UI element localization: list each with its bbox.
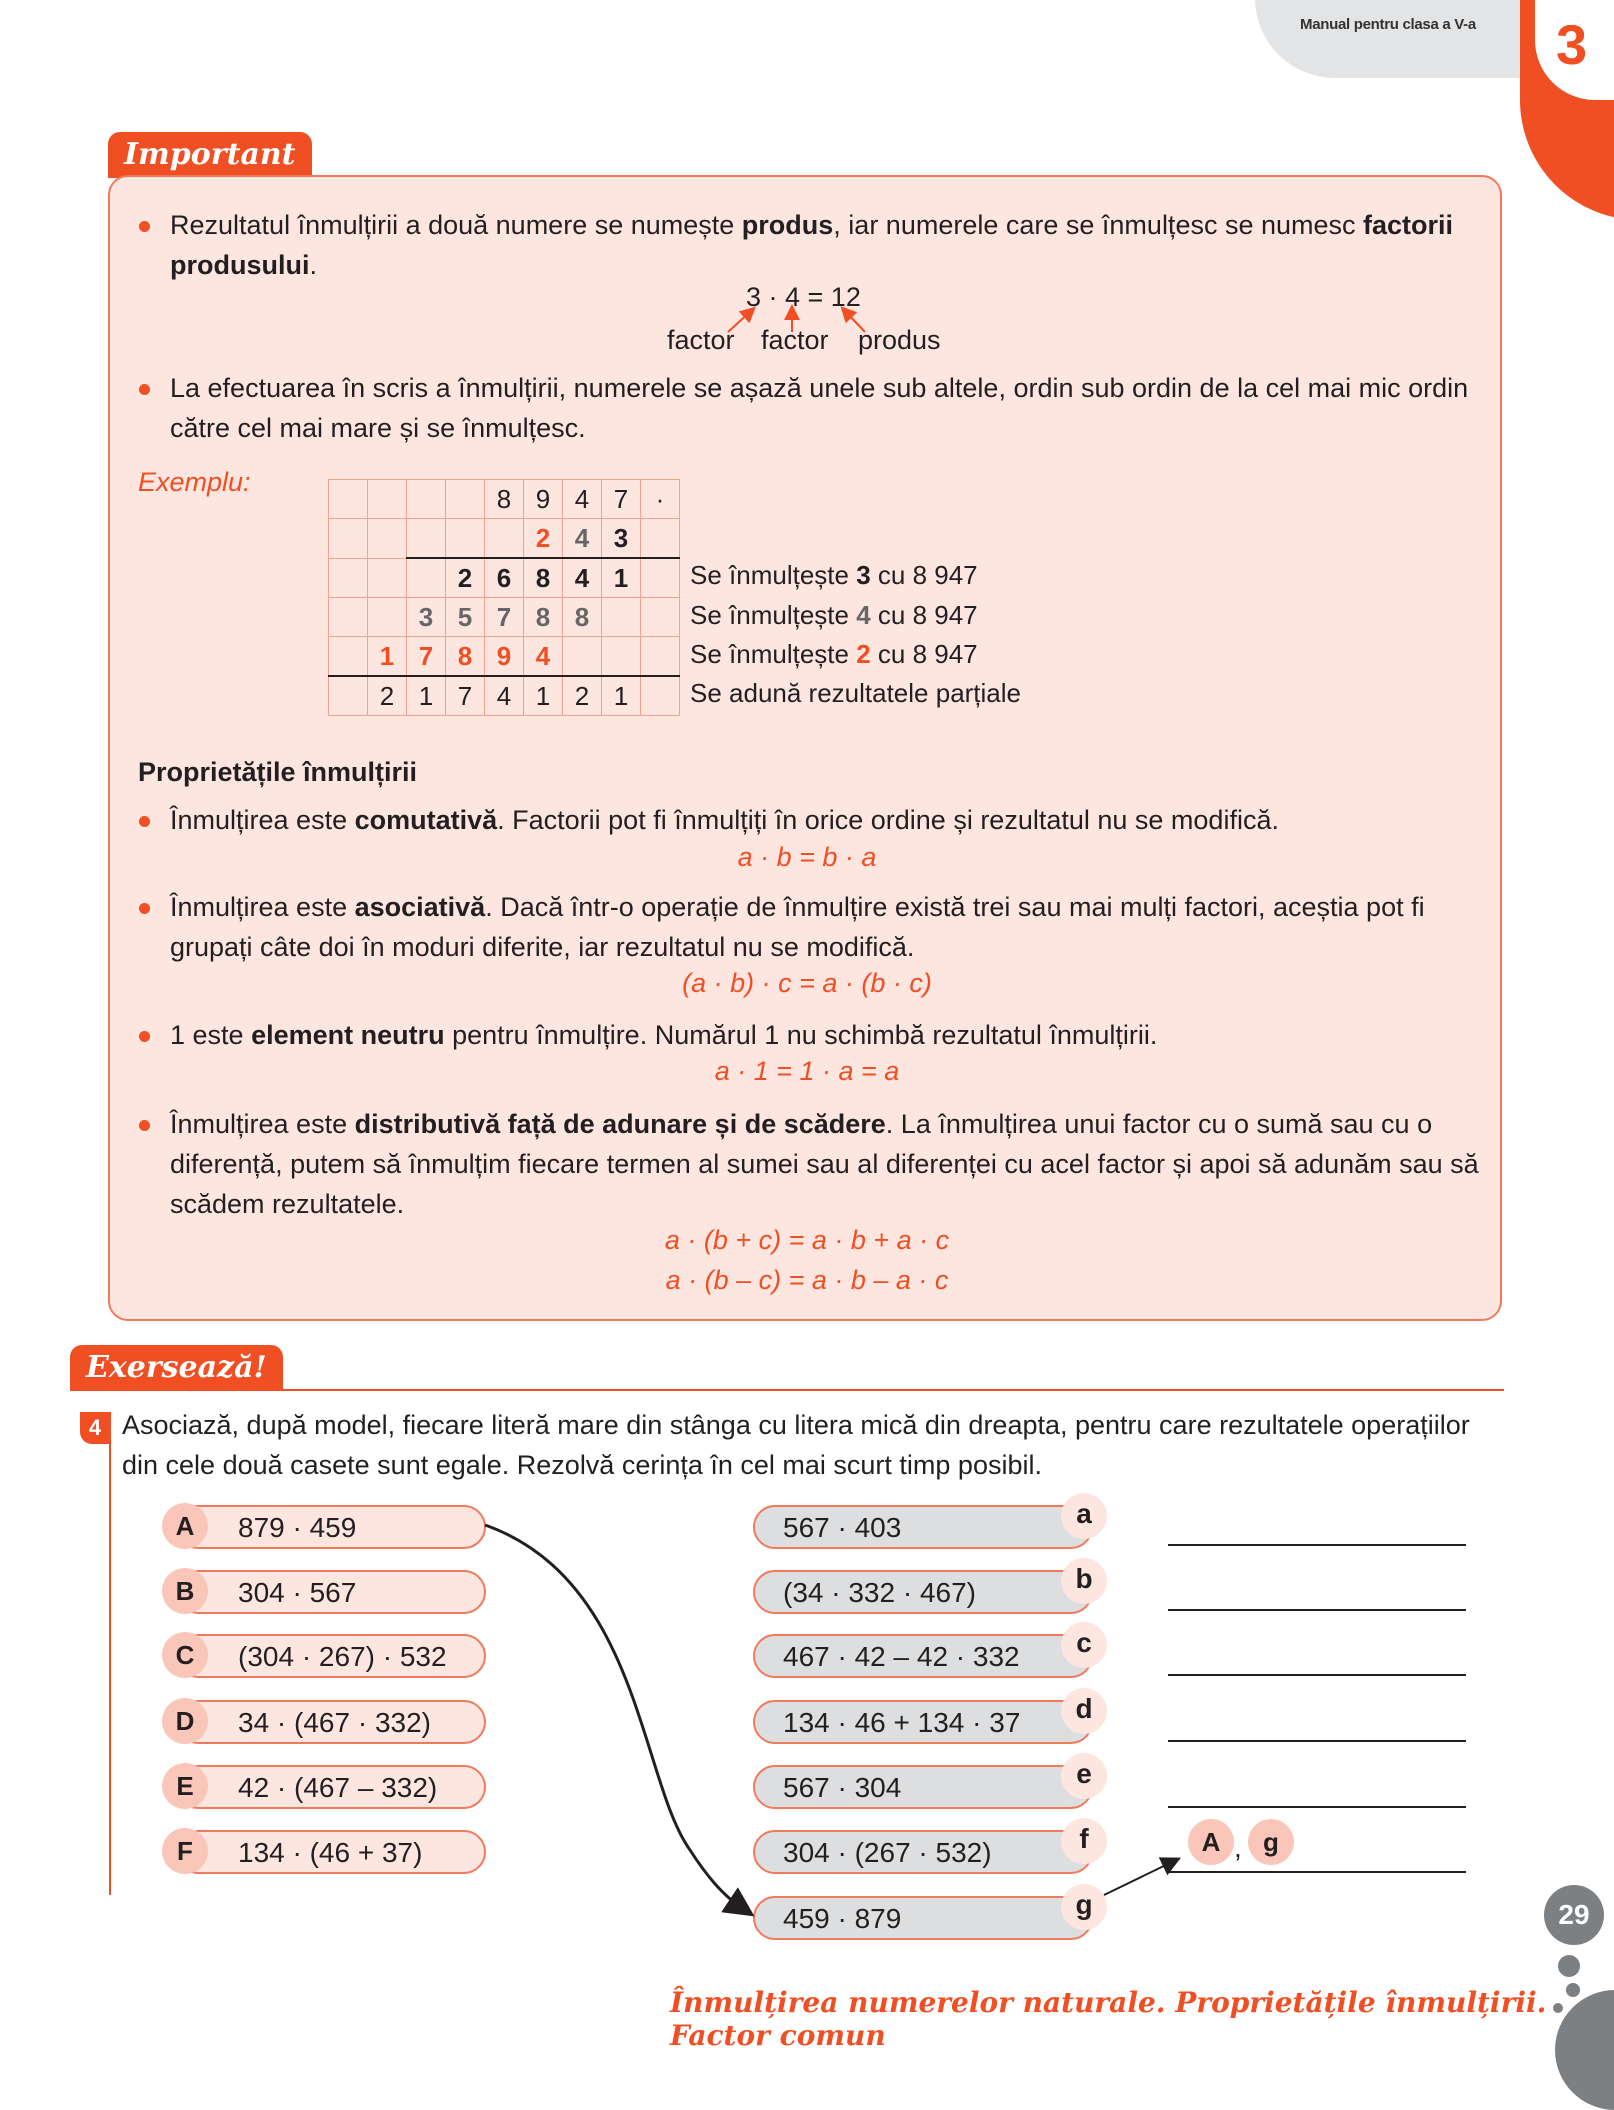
grid-row	[329, 519, 680, 559]
grid-row	[329, 558, 680, 598]
grid-cell	[641, 637, 680, 677]
right-letter-f: f	[1061, 1818, 1107, 1864]
grid-row	[329, 480, 680, 519]
right-letter-e: e	[1061, 1753, 1107, 1799]
prop-comutativa	[170, 800, 1480, 840]
grid-cell: 4	[485, 676, 524, 716]
grid-cell: 3	[407, 598, 446, 637]
prop-distributiva	[170, 1104, 1480, 1224]
text: . Dacă într-o operație de înmulțire există trei sau mai mulți factori, aceștia pot fi grupați câte doi în moduri diferite, iar rezultatul nu se modifică.	[170, 892, 1425, 962]
grid-cell: 6	[485, 558, 524, 598]
digit: 3	[856, 560, 871, 590]
right-expression-b[interactable]: (34 · 332 · 467)	[753, 1570, 1093, 1614]
grid-row	[329, 637, 680, 677]
left-expression-D[interactable]: 34 · (467 · 332)	[176, 1700, 486, 1744]
bullet-produs	[170, 205, 1480, 285]
footer-title: Înmulțirea numerelor naturale. Proprietățile înmulțirii. Factor comun	[670, 1986, 1547, 2052]
grid-cell: 7	[446, 676, 485, 716]
deco-dot	[1558, 1955, 1580, 1977]
right-expression-e[interactable]: 567 · 304	[753, 1765, 1093, 1809]
note-row-6: Se adună rezultatele parțiale	[690, 678, 1022, 708]
exercise-number: 4	[80, 1412, 110, 1444]
text: . La înmulțirea unui factor cu o sumă sau cu o diferență, putem să înmulțim fiecare termen al sumei sau al diferenței cu acel factor și apoi să adunăm sau să scădem rezultatele.	[170, 1109, 1479, 1219]
grid-cell	[368, 519, 407, 559]
right-expression-c[interactable]: 467 · 42 – 42 · 332	[753, 1634, 1093, 1678]
text: Înmulțirea este	[170, 1109, 355, 1139]
text: pentru înmulțire. Numărul 1 nu schimbă rezultatul înmulțirii.	[444, 1020, 1158, 1050]
grid-cell: 4	[563, 519, 602, 559]
answer-separator: ,	[1234, 1832, 1242, 1863]
left-letter-C: C	[162, 1632, 208, 1678]
grid-cell	[563, 637, 602, 677]
grid-cell: 7	[407, 637, 446, 677]
grid-cell: 1	[602, 676, 641, 716]
formula-element-neutru: a · 1 = 1 · a = a	[714, 1056, 900, 1086]
term-produs: produs	[741, 210, 834, 240]
grid-cell: 4	[563, 480, 602, 519]
note-row-4	[690, 600, 978, 631]
left-letter-D: D	[162, 1698, 208, 1744]
important-tag: Important	[108, 132, 312, 178]
exercise-margin-line	[109, 1412, 111, 1895]
grid-cell: 3	[602, 519, 641, 559]
grid-cell: 8	[485, 480, 524, 519]
grid-cell: 2	[446, 558, 485, 598]
term: comutativă	[354, 805, 498, 835]
text: Se înmulțește	[690, 639, 857, 669]
exerseaza-tag: Exersează!	[70, 1345, 283, 1391]
note-row-3	[690, 560, 978, 591]
grid-cell	[641, 519, 680, 559]
left-expression-F[interactable]: 134 · (46 + 37)	[176, 1830, 486, 1874]
text: cu 8 947	[870, 600, 978, 630]
label-produs: produs	[858, 325, 941, 355]
exercise-statement: Asociază, după model, fiecare literă mare din stânga cu litera mică din dreapta, pentru care rezultatele operațiilor din cele două casete sunt egale. Rezolvă cerința în cel mai scurt timp posibil.	[122, 1410, 1470, 1480]
grid-cell: 9	[485, 637, 524, 677]
answer-line[interactable]	[1168, 1674, 1466, 1676]
answer-line-example[interactable]	[1168, 1871, 1466, 1873]
grid-cell	[485, 519, 524, 559]
digit: 2	[856, 639, 871, 669]
grid-cell	[329, 480, 368, 519]
grid-cell: 2	[563, 676, 602, 716]
grid-cell	[368, 480, 407, 519]
grid-cell: 4	[524, 637, 563, 677]
left-letter-A: A	[162, 1503, 208, 1549]
grid-cell: 2	[368, 676, 407, 716]
grid-cell	[407, 519, 446, 559]
text: Înmulțirea este	[170, 805, 355, 835]
grid-cell: 8	[446, 637, 485, 677]
left-letter-F: F	[162, 1828, 208, 1874]
text: cu 8 947	[870, 639, 978, 669]
term-factori: factorii produsului	[170, 210, 1454, 280]
right-letter-c: c	[1061, 1622, 1107, 1668]
grid-cell: 2	[524, 519, 563, 559]
text: Înmulțirea este	[170, 892, 355, 922]
exemplu-label: Exemplu:	[138, 467, 251, 497]
label-factor-2: factor	[761, 325, 829, 355]
bullet-scris: La efectuarea în scris a înmulțirii, numerele se așază unele sub altele, ordin sub ordin de la cel mai mic ordin către cel mai mare și se înmulțesc.	[170, 368, 1480, 448]
grid-cell: 5	[446, 598, 485, 637]
left-expression-A[interactable]: 879 · 459	[176, 1505, 486, 1549]
grid-cell: 9	[524, 480, 563, 519]
grid-cell: 1	[524, 676, 563, 716]
grid-cell	[407, 558, 446, 598]
grid-cell	[329, 519, 368, 559]
grid-cell	[641, 598, 680, 637]
text: 1 este	[170, 1020, 252, 1050]
exercise-divider	[70, 1389, 1504, 1391]
left-expression-B[interactable]: 304 · 567	[176, 1570, 486, 1614]
grid-cell: ·	[641, 480, 680, 519]
prop-element-neutru	[170, 1015, 1480, 1055]
text: cu 8 947	[870, 560, 978, 590]
formula-distributiva-scadere: a · (b – c) = a · b – a · c	[665, 1265, 949, 1295]
note-row-5	[690, 639, 978, 670]
right-expression-a[interactable]: 567 · 403	[753, 1505, 1093, 1549]
text: .	[309, 250, 317, 280]
answer-line[interactable]	[1168, 1609, 1466, 1611]
text: Se înmulțește	[690, 600, 857, 630]
grid-cell: 1	[407, 676, 446, 716]
term: distributivă față de adunare și de scădere	[354, 1109, 886, 1139]
right-letter-a: a	[1061, 1493, 1107, 1539]
label-factor-1: factor	[667, 325, 735, 355]
answer-line[interactable]	[1168, 1806, 1466, 1808]
grid-cell: 1	[602, 558, 641, 598]
right-expression-g[interactable]: 459 · 879	[753, 1896, 1093, 1940]
answer-lower-letter: g	[1248, 1819, 1294, 1865]
term: element neutru	[251, 1020, 445, 1050]
left-expression-E[interactable]: 42 · (467 – 332)	[176, 1765, 486, 1809]
grid-cell	[368, 598, 407, 637]
grid-cell	[641, 676, 680, 716]
formula-distributiva-adunare: a · (b + c) = a · b + a · c	[664, 1225, 950, 1255]
chapter-number: 3	[1556, 13, 1588, 76]
digit: 4	[856, 600, 871, 630]
right-expression-f[interactable]: 304 · (267 · 532)	[753, 1830, 1093, 1874]
left-letter-E: E	[162, 1763, 208, 1809]
right-letter-b: b	[1061, 1558, 1107, 1604]
formula-comutativa: a · b = b · a	[737, 842, 877, 872]
example-equation: 3 · 4 = 12	[746, 282, 861, 312]
text: Rezultatul înmulțirii a două numere se numește	[170, 210, 742, 240]
grid-cell	[329, 558, 368, 598]
grid-row	[329, 598, 680, 637]
multiplication-grid	[328, 479, 680, 716]
formula-asociativa: (a · b) · c = a · (b · c)	[682, 968, 932, 998]
grid-cell	[407, 480, 446, 519]
grid-cell: 8	[524, 558, 563, 598]
page-number: 29	[1544, 1885, 1604, 1945]
grid-cell	[641, 558, 680, 598]
right-expression-d[interactable]: 134 · 46 + 134 · 37	[753, 1700, 1093, 1744]
left-expression-C[interactable]: (304 · 267) · 532	[176, 1634, 486, 1678]
text: Se înmulțește	[690, 560, 857, 590]
grid-cell	[602, 598, 641, 637]
manual-title: Manual pentru clasa a V-a	[1300, 16, 1476, 33]
text: , iar numerele care se înmulțesc se numesc	[833, 210, 1364, 240]
grid-cell: 4	[563, 558, 602, 598]
left-letter-B: B	[162, 1568, 208, 1614]
prop-asociativa	[170, 887, 1480, 967]
grid-row	[329, 676, 680, 716]
right-letter-d: d	[1061, 1688, 1107, 1734]
grid-cell	[329, 598, 368, 637]
grid-cell	[446, 519, 485, 559]
grid-cell: 8	[563, 598, 602, 637]
grid-cell	[329, 637, 368, 677]
grid-cell: 1	[368, 637, 407, 677]
grid-cell	[446, 480, 485, 519]
grid-cell: 8	[524, 598, 563, 637]
answer-line[interactable]	[1168, 1740, 1466, 1742]
answer-line[interactable]	[1168, 1544, 1466, 1546]
term: asociativă	[354, 892, 486, 922]
text: . Factorii pot fi înmulțiți în orice ordine și rezultatul nu se modifică.	[497, 805, 1279, 835]
grid-cell	[368, 558, 407, 598]
props-title: Proprietățile înmulțirii	[138, 757, 418, 787]
right-letter-g: g	[1061, 1884, 1107, 1930]
grid-cell	[329, 676, 368, 716]
grid-cell: 7	[485, 598, 524, 637]
grid-cell	[602, 637, 641, 677]
answer-upper-letter: A	[1188, 1819, 1234, 1865]
grid-cell: 7	[602, 480, 641, 519]
